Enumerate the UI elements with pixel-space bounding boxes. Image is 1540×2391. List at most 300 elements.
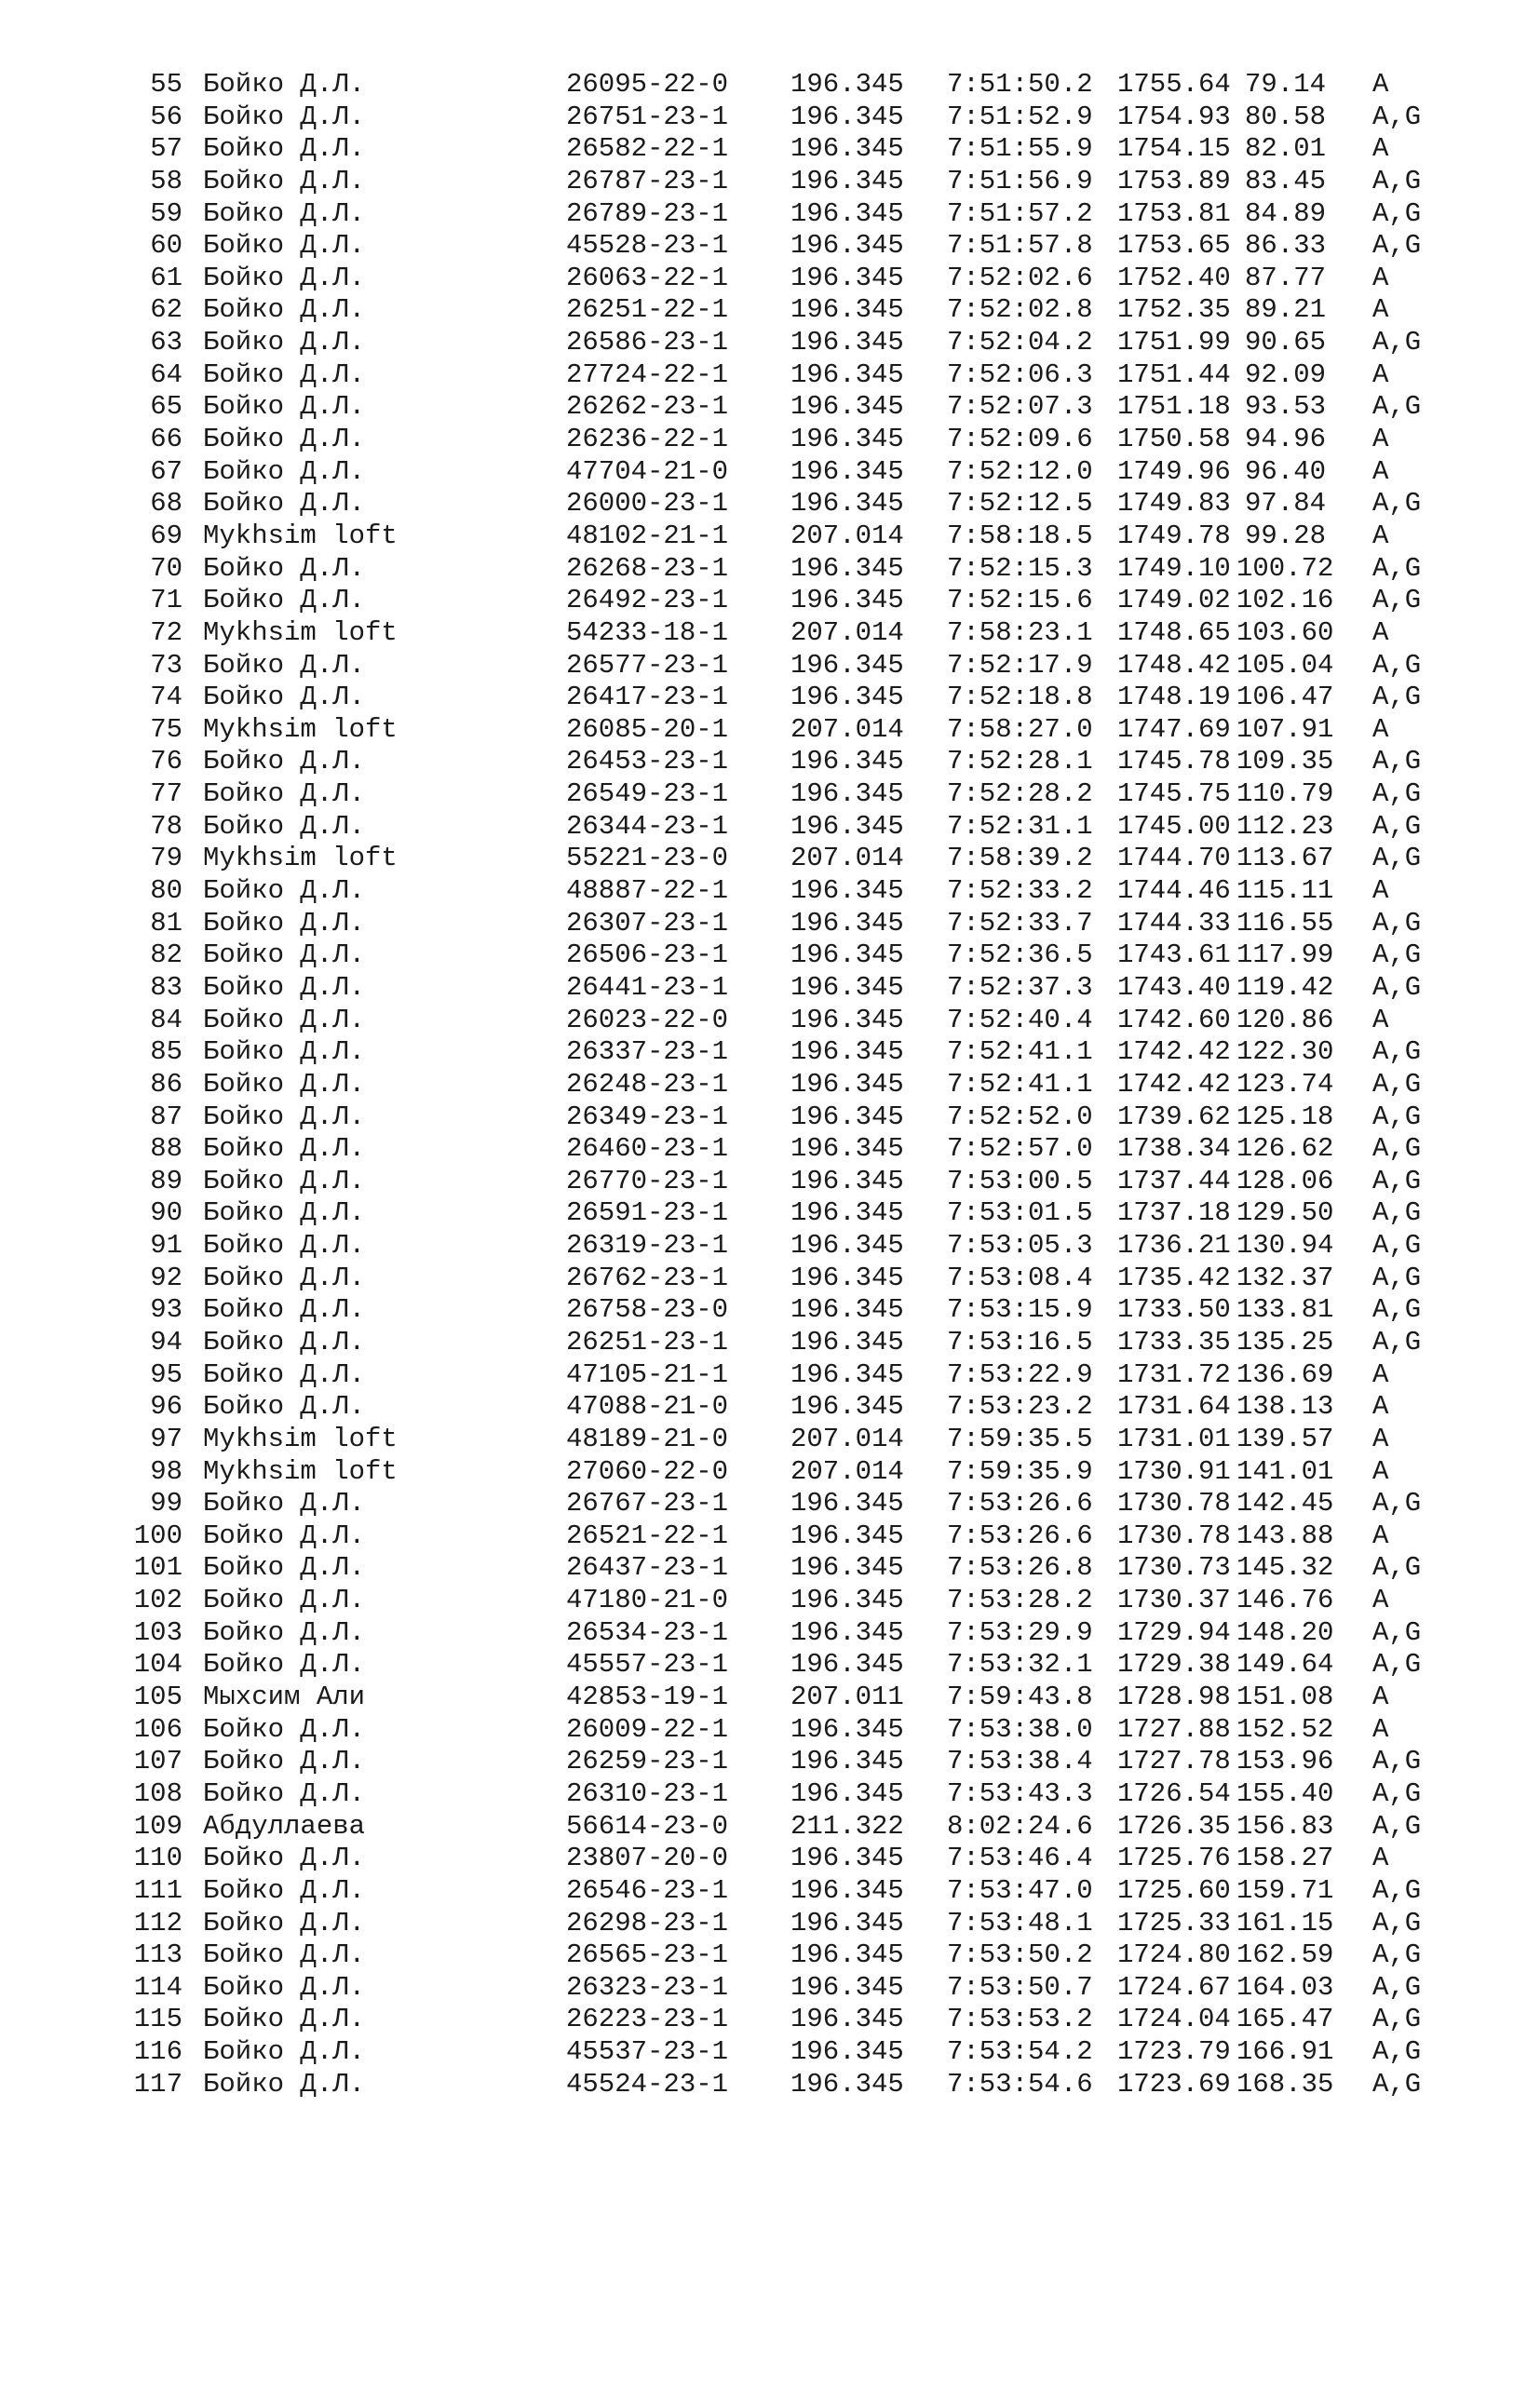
category-flag-cell: A,G (1372, 1197, 1422, 1229)
category-flag-cell: A (1372, 294, 1389, 326)
fancier-name-cell: Бойко Д.Л. (203, 1971, 366, 2003)
category-flag-cell: A (1372, 424, 1389, 455)
ring-number-cell: 26758-23-0 (566, 1294, 729, 1326)
distance-cell: 196.345 (790, 971, 904, 1003)
ring-number-cell: 47704-21-0 (566, 455, 729, 487)
ring-number-cell: 26506-23-1 (566, 939, 729, 971)
place-cell: 72 (150, 616, 182, 648)
points-cell: 162.59 (1236, 1939, 1334, 1971)
ring-number-cell: 26762-23-1 (566, 1262, 729, 1293)
speed-cell: 1751.18 (1117, 391, 1231, 423)
flight-time-cell: 7:52:57.0 (947, 1133, 1093, 1165)
points-cell: 107.91 (1236, 713, 1334, 745)
flight-time-cell: 7:53:43.3 (947, 1777, 1093, 1809)
category-flag-cell: A (1372, 1455, 1389, 1487)
result-row (0, 778, 1540, 811)
speed-cell: 1737.44 (1117, 1165, 1231, 1196)
place-cell: 113 (133, 1939, 182, 1971)
fancier-name-cell: Бойко Д.Л. (203, 133, 366, 165)
points-cell: 119.42 (1236, 971, 1334, 1003)
fancier-name-cell: Бойко Д.Л. (203, 875, 366, 907)
place-cell: 91 (150, 1230, 182, 1262)
distance-cell: 196.345 (790, 1971, 904, 2003)
distance-cell: 196.345 (790, 294, 904, 326)
place-cell: 96 (150, 1391, 182, 1423)
category-flag-cell: A,G (1372, 1971, 1422, 2003)
points-cell: 151.08 (1236, 1682, 1334, 1713)
place-cell: 115 (133, 2004, 182, 2035)
result-row (0, 1520, 1540, 1553)
distance-cell: 196.345 (790, 101, 904, 132)
fancier-name-cell: Бойко Д.Л. (203, 391, 366, 423)
fancier-name-cell: Бойко Д.Л. (203, 1777, 366, 1809)
fancier-name-cell: Бойко Д.Л. (203, 585, 366, 616)
speed-cell: 1729.94 (1117, 1616, 1231, 1648)
speed-cell: 1733.35 (1117, 1326, 1231, 1358)
speed-cell: 1730.78 (1117, 1488, 1231, 1520)
speed-cell: 1754.93 (1117, 101, 1231, 132)
ring-number-cell: 26319-23-1 (566, 1230, 729, 1262)
distance-cell: 196.345 (790, 262, 904, 293)
points-cell: 110.79 (1236, 778, 1334, 810)
distance-cell: 196.345 (790, 1488, 904, 1520)
result-row (0, 2036, 1540, 2069)
place-cell: 109 (133, 1810, 182, 1842)
category-flag-cell: A (1372, 455, 1389, 487)
place-cell: 95 (150, 1358, 182, 1390)
place-cell: 117 (133, 2068, 182, 2100)
speed-cell: 1744.33 (1117, 907, 1231, 939)
category-flag-cell: A (1372, 875, 1389, 907)
flight-time-cell: 7:52:36.5 (947, 939, 1093, 971)
fancier-name-cell: Mykhsim loft (203, 843, 398, 874)
category-flag-cell: A,G (1372, 1326, 1422, 1358)
category-flag-cell: A,G (1372, 1488, 1422, 1520)
place-cell: 112 (133, 1907, 182, 1938)
result-row (0, 359, 1540, 392)
ring-number-cell: 26534-23-1 (566, 1616, 729, 1648)
flight-time-cell: 7:51:57.2 (947, 197, 1093, 229)
speed-cell: 1751.44 (1117, 358, 1231, 390)
distance-cell: 196.345 (790, 875, 904, 907)
result-row (0, 939, 1540, 972)
distance-cell: 196.345 (790, 230, 904, 262)
place-cell: 99 (150, 1488, 182, 1520)
points-cell: 158.27 (1236, 1843, 1334, 1874)
result-row (0, 69, 1540, 101)
ring-number-cell: 26085-20-1 (566, 713, 729, 745)
flight-time-cell: 7:53:26.6 (947, 1520, 1093, 1551)
fancier-name-cell: Бойко Д.Л. (203, 101, 366, 132)
category-flag-cell: A,G (1372, 1874, 1422, 1906)
result-row (0, 294, 1540, 327)
result-row (0, 1746, 1540, 1778)
place-cell: 66 (150, 424, 182, 455)
place-cell: 80 (150, 875, 182, 907)
category-flag-cell: A (1372, 262, 1389, 293)
ring-number-cell: 26298-23-1 (566, 1907, 729, 1938)
place-cell: 90 (150, 1197, 182, 1229)
result-row (0, 1456, 1540, 1489)
category-flag-cell: A,G (1372, 1939, 1422, 1971)
flight-time-cell: 7:53:53.2 (947, 2004, 1093, 2035)
result-row (0, 1327, 1540, 1359)
distance-cell: 207.014 (790, 616, 904, 648)
ring-number-cell: 26262-23-1 (566, 391, 729, 423)
fancier-name-cell: Бойко Д.Л. (203, 746, 366, 777)
distance-cell: 207.014 (790, 520, 904, 551)
points-cell: 166.91 (1236, 2036, 1334, 2068)
result-row (0, 1939, 1540, 1972)
distance-cell: 196.345 (790, 1391, 904, 1423)
ring-number-cell: 26770-23-1 (566, 1165, 729, 1196)
ring-number-cell: 27060-22-0 (566, 1455, 729, 1487)
flight-time-cell: 7:52:28.1 (947, 746, 1093, 777)
fancier-name-cell: Бойко Д.Л. (203, 294, 366, 326)
place-cell: 78 (150, 810, 182, 842)
points-cell: 143.88 (1236, 1520, 1334, 1551)
flight-time-cell: 7:53:16.5 (947, 1326, 1093, 1358)
category-flag-cell: A,G (1372, 746, 1422, 777)
category-flag-cell: A,G (1372, 939, 1422, 971)
fancier-name-cell: Бойко Д.Л. (203, 1874, 366, 1906)
results-table (0, 69, 1540, 2101)
flight-time-cell: 7:53:50.7 (947, 1971, 1093, 2003)
distance-cell: 196.345 (790, 939, 904, 971)
category-flag-cell: A (1372, 1682, 1389, 1713)
place-cell: 68 (150, 488, 182, 520)
fancier-name-cell: Бойко Д.Л. (203, 649, 366, 681)
result-row (0, 617, 1540, 650)
result-row (0, 1391, 1540, 1424)
speed-cell: 1735.42 (1117, 1262, 1231, 1293)
distance-cell: 196.345 (790, 1262, 904, 1293)
place-cell: 101 (133, 1552, 182, 1584)
flight-time-cell: 7:53:23.2 (947, 1391, 1093, 1423)
fancier-name-cell: Бойко Д.Л. (203, 1746, 366, 1777)
flight-time-cell: 7:53:50.2 (947, 1939, 1093, 1971)
ring-number-cell: 26492-23-1 (566, 585, 729, 616)
place-cell: 88 (150, 1133, 182, 1165)
fancier-name-cell: Бойко Д.Л. (203, 939, 366, 971)
category-flag-cell: A (1372, 1358, 1389, 1390)
points-cell: 92.09 (1244, 358, 1326, 390)
points-cell: 106.47 (1236, 682, 1334, 713)
category-flag-cell: A,G (1372, 649, 1422, 681)
speed-cell: 1733.50 (1117, 1294, 1231, 1326)
distance-cell: 196.345 (790, 1326, 904, 1358)
points-cell: 122.30 (1236, 1036, 1334, 1068)
speed-cell: 1749.10 (1117, 552, 1231, 584)
flight-time-cell: 7:52:37.3 (947, 971, 1093, 1003)
fancier-name-cell: Бойко Д.Л. (203, 1585, 366, 1616)
place-cell: 94 (150, 1326, 182, 1358)
points-cell: 120.86 (1236, 1004, 1334, 1035)
place-cell: 86 (150, 1068, 182, 1100)
distance-cell: 196.345 (790, 778, 904, 810)
flight-time-cell: 7:58:18.5 (947, 520, 1093, 551)
flight-time-cell: 7:53:46.4 (947, 1843, 1093, 1874)
ring-number-cell: 56614-23-0 (566, 1810, 729, 1842)
result-row (0, 101, 1540, 134)
place-cell: 82 (150, 939, 182, 971)
place-cell: 76 (150, 746, 182, 777)
result-row (0, 1811, 1540, 1844)
result-row (0, 1972, 1540, 2005)
points-cell: 112.23 (1236, 810, 1334, 842)
distance-cell: 196.345 (790, 1230, 904, 1262)
flight-time-cell: 7:59:35.5 (947, 1423, 1093, 1454)
speed-cell: 1752.40 (1117, 262, 1231, 293)
result-row (0, 1036, 1540, 1069)
points-cell: 93.53 (1244, 391, 1326, 423)
category-flag-cell: A (1372, 520, 1389, 551)
distance-cell: 207.014 (790, 713, 904, 745)
fancier-name-cell: Бойко Д.Л. (203, 1391, 366, 1423)
distance-cell: 196.345 (790, 810, 904, 842)
speed-cell: 1747.69 (1117, 713, 1231, 745)
category-flag-cell: A,G (1372, 197, 1422, 229)
fancier-name-cell: Бойко Д.Л. (203, 1068, 366, 1100)
flight-time-cell: 7:52:15.3 (947, 552, 1093, 584)
speed-cell: 1748.65 (1117, 616, 1231, 648)
category-flag-cell: A,G (1372, 1101, 1422, 1132)
distance-cell: 196.345 (790, 358, 904, 390)
result-row (0, 456, 1540, 489)
category-flag-cell: A (1372, 69, 1389, 100)
distance-cell: 196.345 (790, 1746, 904, 1777)
fancier-name-cell: Абдуллаева (203, 1810, 366, 1842)
points-cell: 123.74 (1236, 1068, 1334, 1100)
distance-cell: 196.345 (790, 133, 904, 165)
points-cell: 156.83 (1236, 1810, 1334, 1842)
speed-cell: 1742.60 (1117, 1004, 1231, 1035)
result-row (0, 1230, 1540, 1263)
category-flag-cell: A,G (1372, 488, 1422, 520)
fancier-name-cell: Бойко Д.Л. (203, 971, 366, 1003)
result-row (0, 650, 1540, 682)
fancier-name-cell: Бойко Д.Л. (203, 1165, 366, 1196)
speed-cell: 1725.33 (1117, 1907, 1231, 1938)
category-flag-cell: A (1372, 1843, 1389, 1874)
points-cell: 148.20 (1236, 1616, 1334, 1648)
result-row (0, 1488, 1540, 1520)
fancier-name-cell: Бойко Д.Л. (203, 1326, 366, 1358)
distance-cell: 196.345 (790, 1616, 904, 1648)
result-row (0, 1005, 1540, 1037)
result-row (0, 1778, 1540, 1811)
result-row (0, 1294, 1540, 1327)
place-cell: 57 (150, 133, 182, 165)
place-cell: 71 (150, 585, 182, 616)
ring-number-cell: 26591-23-1 (566, 1197, 729, 1229)
ring-number-cell: 26251-23-1 (566, 1326, 729, 1358)
place-cell: 97 (150, 1423, 182, 1454)
category-flag-cell: A (1372, 358, 1389, 390)
category-flag-cell: A,G (1372, 2068, 1422, 2100)
speed-cell: 1723.79 (1117, 2036, 1231, 2068)
place-cell: 77 (150, 778, 182, 810)
ring-number-cell: 23807-20-0 (566, 1843, 729, 1874)
place-cell: 108 (133, 1777, 182, 1809)
category-flag-cell: A,G (1372, 1165, 1422, 1196)
fancier-name-cell: Бойко Д.Л. (203, 2036, 366, 2068)
points-cell: 159.71 (1236, 1874, 1334, 1906)
points-cell: 146.76 (1236, 1585, 1334, 1616)
fancier-name-cell: Бойко Д.Л. (203, 262, 366, 293)
speed-cell: 1725.60 (1117, 1874, 1231, 1906)
ring-number-cell: 26023-22-0 (566, 1004, 729, 1035)
fancier-name-cell: Бойко Д.Л. (203, 1004, 366, 1035)
ring-number-cell: 26441-23-1 (566, 971, 729, 1003)
distance-cell: 196.345 (790, 1520, 904, 1551)
fancier-name-cell: Бойко Д.Л. (203, 778, 366, 810)
points-cell: 128.06 (1236, 1165, 1334, 1196)
fancier-name-cell: Бойко Д.Л. (203, 165, 366, 196)
ring-number-cell: 26546-23-1 (566, 1874, 729, 1906)
speed-cell: 1751.99 (1117, 327, 1231, 358)
category-flag-cell: A,G (1372, 1068, 1422, 1100)
fancier-name-cell: Бойко Д.Л. (203, 1552, 366, 1584)
flight-time-cell: 7:53:47.0 (947, 1874, 1093, 1906)
points-cell: 161.15 (1236, 1907, 1334, 1938)
place-cell: 84 (150, 1004, 182, 1035)
category-flag-cell: A,G (1372, 1907, 1422, 1938)
fancier-name-cell: Бойко Д.Л. (203, 682, 366, 713)
points-cell: 135.25 (1236, 1326, 1334, 1358)
result-row (0, 682, 1540, 714)
place-cell: 65 (150, 391, 182, 423)
result-row (0, 811, 1540, 844)
result-row (0, 746, 1540, 778)
category-flag-cell: A,G (1372, 101, 1422, 132)
fancier-name-cell: Мыхсим Али (203, 1682, 366, 1713)
fancier-name-cell: Бойко Д.Л. (203, 1843, 366, 1874)
category-flag-cell: A,G (1372, 2036, 1422, 2068)
place-cell: 111 (133, 1874, 182, 1906)
result-row (0, 2069, 1540, 2101)
distance-cell: 196.345 (790, 746, 904, 777)
flight-time-cell: 7:52:17.9 (947, 649, 1093, 681)
flight-time-cell: 7:52:02.8 (947, 294, 1093, 326)
place-cell: 64 (150, 358, 182, 390)
category-flag-cell: A,G (1372, 1133, 1422, 1165)
points-cell: 133.81 (1236, 1294, 1334, 1326)
category-flag-cell: A (1372, 1585, 1389, 1616)
flight-time-cell: 7:53:22.9 (947, 1358, 1093, 1390)
result-row (0, 1069, 1540, 1101)
points-cell: 149.64 (1236, 1649, 1334, 1681)
category-flag-cell: A,G (1372, 165, 1422, 196)
place-cell: 85 (150, 1036, 182, 1068)
ring-number-cell: 26549-23-1 (566, 778, 729, 810)
ring-number-cell: 48189-21-0 (566, 1423, 729, 1454)
ring-number-cell: 26063-22-1 (566, 262, 729, 293)
speed-cell: 1749.78 (1117, 520, 1231, 551)
speed-cell: 1745.00 (1117, 810, 1231, 842)
category-flag-cell: A (1372, 1391, 1389, 1423)
category-flag-cell: A (1372, 1004, 1389, 1035)
flight-time-cell: 7:51:50.2 (947, 69, 1093, 100)
flight-time-cell: 7:52:33.2 (947, 875, 1093, 907)
ring-number-cell: 55221-23-0 (566, 843, 729, 874)
result-row (0, 327, 1540, 359)
result-row (0, 1197, 1540, 1230)
speed-cell: 1748.19 (1117, 682, 1231, 713)
fancier-name-cell: Бойко Д.Л. (203, 1262, 366, 1293)
place-cell: 104 (133, 1649, 182, 1681)
ring-number-cell: 26521-22-1 (566, 1520, 729, 1551)
ring-number-cell: 26787-23-1 (566, 165, 729, 196)
place-cell: 58 (150, 165, 182, 196)
result-row (0, 133, 1540, 166)
result-row (0, 1166, 1540, 1198)
place-cell: 114 (133, 1971, 182, 2003)
flight-time-cell: 7:51:55.9 (947, 133, 1093, 165)
points-cell: 164.03 (1236, 1971, 1334, 2003)
speed-cell: 1725.76 (1117, 1843, 1231, 1874)
place-cell: 60 (150, 230, 182, 262)
fancier-name-cell: Бойко Д.Л. (203, 1616, 366, 1648)
category-flag-cell: A,G (1372, 1230, 1422, 1262)
fancier-name-cell: Бойко Д.Л. (203, 2004, 366, 2035)
ring-number-cell: 26349-23-1 (566, 1101, 729, 1132)
distance-cell: 196.345 (790, 1907, 904, 1938)
speed-cell: 1724.04 (1117, 2004, 1231, 2035)
result-row (0, 1133, 1540, 1166)
ring-number-cell: 47088-21-0 (566, 1391, 729, 1423)
ring-number-cell: 42853-19-1 (566, 1682, 729, 1713)
speed-cell: 1745.75 (1117, 778, 1231, 810)
distance-cell: 196.345 (790, 2004, 904, 2035)
points-cell: 136.69 (1236, 1358, 1334, 1390)
distance-cell: 196.345 (790, 1552, 904, 1584)
result-row (0, 1617, 1540, 1650)
category-flag-cell: A,G (1372, 1777, 1422, 1809)
result-row (0, 908, 1540, 940)
category-flag-cell: A,G (1372, 843, 1422, 874)
speed-cell: 1731.72 (1117, 1358, 1231, 1390)
points-cell: 84.89 (1244, 197, 1326, 229)
speed-cell: 1739.62 (1117, 1101, 1231, 1132)
points-cell: 153.96 (1236, 1746, 1334, 1777)
speed-cell: 1744.70 (1117, 843, 1231, 874)
fancier-name-cell: Mykhsim loft (203, 616, 398, 648)
speed-cell: 1744.46 (1117, 875, 1231, 907)
fancier-name-cell: Бойко Д.Л. (203, 1939, 366, 1971)
speed-cell: 1745.78 (1117, 746, 1231, 777)
ring-number-cell: 27724-22-1 (566, 358, 729, 390)
flight-time-cell: 7:58:39.2 (947, 843, 1093, 874)
speed-cell: 1724.80 (1117, 1939, 1231, 1971)
fancier-name-cell: Бойко Д.Л. (203, 552, 366, 584)
flight-time-cell: 8:02:24.6 (947, 1810, 1093, 1842)
distance-cell: 196.345 (790, 1133, 904, 1165)
ring-number-cell: 26310-23-1 (566, 1777, 729, 1809)
flight-time-cell: 7:59:43.8 (947, 1682, 1093, 1713)
ring-number-cell: 26577-23-1 (566, 649, 729, 681)
speed-cell: 1730.91 (1117, 1455, 1231, 1487)
result-row (0, 1843, 1540, 1875)
result-row (0, 198, 1540, 231)
ring-number-cell: 26251-22-1 (566, 294, 729, 326)
ring-number-cell: 45537-23-1 (566, 2036, 729, 2068)
points-cell: 100.72 (1236, 552, 1334, 584)
category-flag-cell: A (1372, 1713, 1389, 1745)
place-cell: 67 (150, 455, 182, 487)
flight-time-cell: 7:52:28.2 (947, 778, 1093, 810)
result-row (0, 1263, 1540, 1295)
